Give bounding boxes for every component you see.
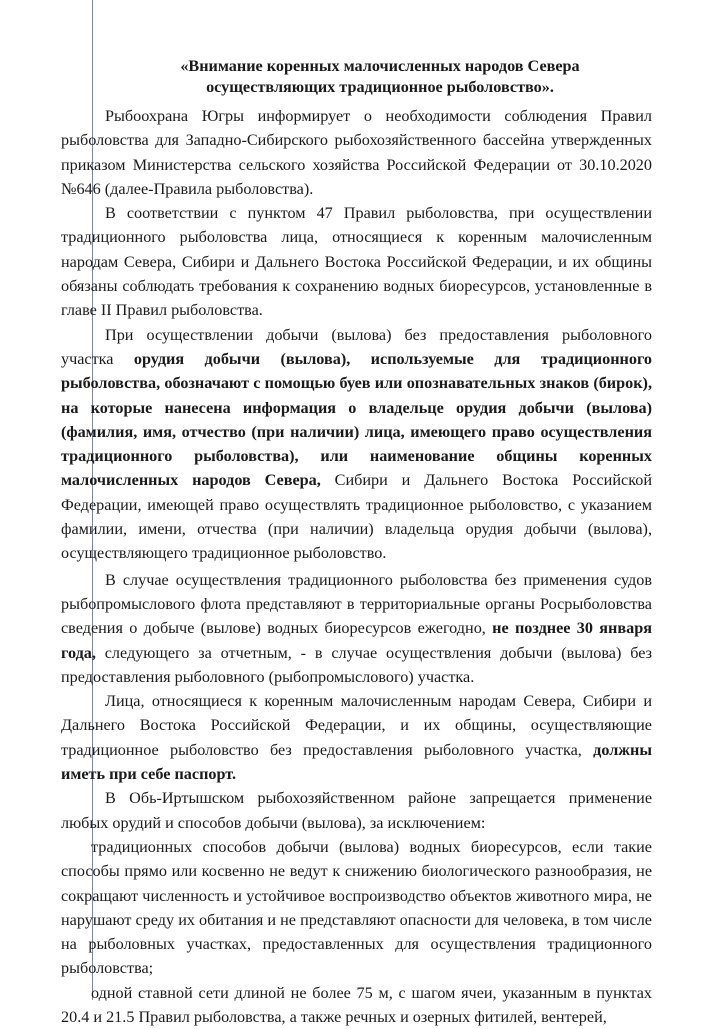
p3-bold: орудия добычи (вылова), используемые для традиционного рыболовства, обозначают с помощью буев или опознавательных знаков (бирок), на которые нанесена информация о владельце орудия добычи (вылова) (фамилия, имя, отчество (при наличии) лица, имеющего право осуществления традиционного рыболовства), или наименование общины коренных малочисленных народов Севера, — [61, 349, 652, 490]
title-line-2: осуществляющих традиционное рыболовство». — [206, 78, 554, 96]
paragraph-point-47: В соответствии с пунктом 47 Правил рыболовства, при осуществлении традиционного рыболовства лица, относящиеся к коренным малочисленным народам Севера, Сибири и Дальнего Востока Российской Федерации, и их общины обязаны соблюдать требования к сохранению водных биоресурсов, установленные в главе II Правил рыболовства. — [61, 204, 652, 320]
document-body — [61, 104, 652, 1029]
p5-text-a: Лица, относящиеся к коренным малочисленным народам Севера, Сибири и Дальнего Востока Российской Федерации, и их общины, осуществляющие традиционное рыболовство без предоставления рыболовного участка, — [61, 692, 652, 759]
p5-bold: должны иметь при себе паспорт. — [61, 740, 652, 784]
paragraph-traditional-methods: традиционных способов добычи (вылова) водных биоресурсов, если такие способы прямо или косвенно не ведут к снижению биологического разнообразия, не сокращают численность и устойчивое воспроизводство объектов животного мира, не нарушают среду их обитания и не представляют опасности для человека, в том числе на рыболовных участках, предоставленных для осуществления традиционного рыболовства; — [61, 837, 652, 978]
paragraph-intro: Рыбоохрана Югры информирует о необходимости соблюдения Правил рыболовства для Западно-Сибирского рыбохозяйственного бассейна утвержденных приказом Министерства сельского хозяйства Российской Федерации от 30.10.2020 №646 (далее-Правила рыболовства). — [61, 107, 652, 198]
paragraph-reporting — [61, 568, 652, 689]
paragraph-marking-gear — [61, 323, 652, 566]
title-line-1: «Внимание коренных малочисленных народов Севера — [180, 57, 580, 75]
paragraph-prohibition: В Обь-Иртышском рыбохозяйственном районе запрещается применение любых орудий и способов добычи (вылова), за исключением: — [61, 789, 652, 832]
paragraph-nets: одной ставной сети длиной не более 75 м, с шагом ячеи, указанным в пунктах 20.4 и 21.5 Правил рыболовства, а также речных и озерных фитилей, вентерей, — [61, 983, 652, 1026]
p4-bold: не позднее 30 января года, — [61, 619, 652, 662]
p3-text-c: Сибири и Дальнего Востока Российской Федерации, имеющей право осуществлять традиционное рыболовство, с указанием фамилии, имени, отчества (при наличии) владельца орудия добычи (вылова), осуществляющего традиционное рыболовство. — [61, 471, 652, 563]
p4-text-c: следующего за отчетным, - в случае осуществления добычи (вылова) без предоставления рыболовного (рыбопромыслового) участка. — [61, 643, 652, 686]
p4-text-a: В случае осуществления традиционного рыболовства без применения судов рыбопромыслового флота представляют в территориальные органы Росрыболовства сведения о добыче (вылове) водных биоресурсов ежегодно, — [61, 570, 652, 638]
document-title — [100, 56, 660, 98]
p3-text-a: При осуществлении добычи (вылова) без предоставления рыболовного участка — [61, 325, 652, 368]
paragraph-passport — [61, 689, 652, 786]
